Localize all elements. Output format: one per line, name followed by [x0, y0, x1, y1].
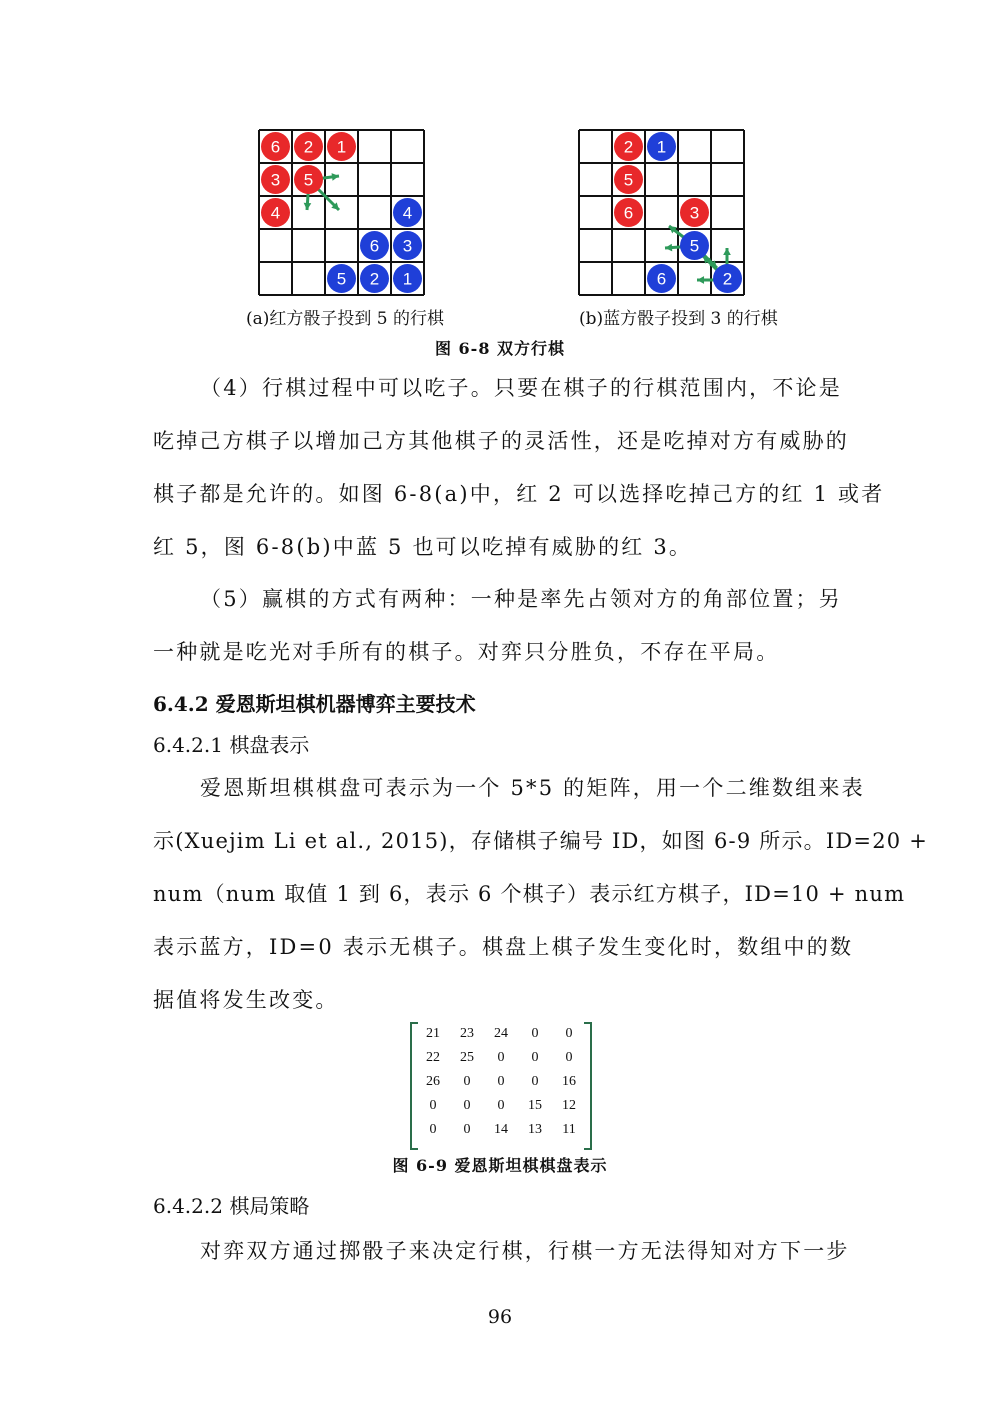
para5-line1: （5）赢棋的方式有两种：一种是率先占领对方的角部位置；另	[200, 587, 842, 611]
matrix-right-bracket	[584, 1022, 592, 1150]
matrix-cell: 12	[562, 1098, 576, 1113]
matrix-cell: 0	[463, 1098, 471, 1113]
figure-6-8-title: 图 6-8 双方行棋	[434, 339, 566, 358]
matrix-row	[416, 1094, 586, 1118]
matrix-cell: 0	[429, 1122, 437, 1137]
svg-text:5: 5	[303, 170, 314, 190]
matrix-cell: 16	[562, 1074, 576, 1089]
svg-text:3: 3	[402, 236, 413, 256]
matrix-cell: 0	[497, 1050, 505, 1065]
svg-text:4: 4	[402, 203, 413, 223]
svg-text:1: 1	[336, 137, 347, 157]
board-a-piece-red-5	[294, 165, 323, 194]
svg-text:4: 4	[270, 203, 281, 223]
matrix-cell: 0	[463, 1122, 471, 1137]
para4-line1: （4）行棋过程中可以吃子。只要在棋子的行棋范围内，不论是	[200, 376, 842, 400]
para-board-line1: 爱恩斯坦棋棋盘可表示为一个 5*5 的矩阵，用一个二维数组来表	[200, 776, 865, 800]
page-number: 96	[487, 1306, 513, 1328]
matrix-row	[416, 1070, 586, 1094]
matrix-cell: 11	[562, 1122, 576, 1137]
board-b-piece-red-2	[614, 132, 643, 161]
board-a-piece-red-3	[261, 165, 290, 194]
matrix-cell: 0	[497, 1098, 505, 1113]
para4-line4: 红 5，图 6-8(b)中蓝 5 也可以吃掉有威胁的红 3。	[153, 535, 693, 559]
matrix-cell: 0	[565, 1050, 573, 1065]
matrix-cell: 0	[531, 1074, 539, 1089]
matrix-cell: 22	[426, 1050, 440, 1065]
para-board-line5: 据值将发生改变。	[153, 988, 339, 1012]
matrix-cell: 0	[531, 1050, 539, 1065]
figure-6-8	[0, 128, 1000, 306]
matrix-left-bracket	[410, 1022, 418, 1150]
matrix-table	[416, 1022, 586, 1142]
matrix-cell: 26	[426, 1074, 440, 1089]
figure-6-9-title: 图 6-9 爱恩斯坦棋棋盘表示	[392, 1156, 608, 1175]
board-a-piece-red-2	[294, 132, 323, 161]
board-a-piece-red-1	[327, 132, 356, 161]
matrix-cell: 0	[531, 1026, 539, 1041]
board-a-piece-blue-2	[360, 264, 389, 293]
section-heading-6-4-2: 6.4.2 爱恩斯坦棋机器博弈主要技术	[153, 692, 476, 716]
svg-text:5: 5	[623, 170, 634, 190]
matrix-cell: 0	[497, 1074, 505, 1089]
para-board-line4: 表示蓝方，ID=0 表示无棋子。棋盘上棋子发生变化时，数组中的数	[153, 935, 854, 959]
para-strategy-line1: 对弈双方通过掷骰子来决定行棋，行棋一方无法得知对方下一步	[200, 1239, 850, 1263]
para-board-line3: num（num 取值 1 到 6，表示 6 个棋子）表示红方棋子，ID=10 + num	[153, 882, 906, 906]
figure-6-9-matrix	[410, 1022, 592, 1146]
matrix-cell: 0	[565, 1026, 573, 1041]
svg-text:6: 6	[623, 203, 634, 223]
matrix-cell: 21	[426, 1026, 440, 1041]
board-a-piece-blue-3	[393, 231, 422, 260]
svg-text:2: 2	[369, 269, 380, 289]
svg-text:6: 6	[270, 137, 281, 157]
board-a-piece-red-4	[261, 198, 290, 227]
svg-text:2: 2	[623, 137, 634, 157]
board-a-piece-blue-6	[360, 231, 389, 260]
matrix-row	[416, 1046, 586, 1070]
svg-text:2: 2	[303, 137, 314, 157]
board-b-piece-blue-5	[680, 231, 709, 260]
board-b-caption: (b)蓝方骰子投到 3 的行棋	[579, 309, 778, 329]
para5-line2: 一种就是吃光对手所有的棋子。对弈只分胜负，不存在平局。	[153, 640, 780, 664]
svg-text:5: 5	[336, 269, 347, 289]
board-a-piece-blue-4	[393, 198, 422, 227]
board-b-piece-red-5	[614, 165, 643, 194]
board-b-diagram	[577, 128, 747, 298]
svg-text:2: 2	[722, 269, 733, 289]
board-b-piece-red-6	[614, 198, 643, 227]
section-heading-6-4-2-2: 6.4.2.2 棋局策略	[153, 1194, 310, 1218]
board-b-piece-red-3	[680, 198, 709, 227]
matrix-cell: 0	[429, 1098, 437, 1113]
svg-text:1: 1	[656, 137, 667, 157]
matrix-cell: 25	[460, 1050, 474, 1065]
board-b-piece-blue-6	[647, 264, 676, 293]
para4-line3: 棋子都是允许的。如图 6-8(a)中，红 2 可以选择吃掉己方的红 1 或者	[153, 482, 885, 506]
svg-text:6: 6	[656, 269, 667, 289]
board-a-diagram	[257, 128, 427, 298]
board-a-piece-red-6	[261, 132, 290, 161]
matrix-cell: 13	[528, 1122, 542, 1137]
section-heading-6-4-2-1: 6.4.2.1 棋盘表示	[153, 733, 310, 757]
matrix-cell: 15	[528, 1098, 542, 1113]
svg-text:6: 6	[369, 236, 380, 256]
board-a-caption: (a)红方骰子投到 5 的行棋	[246, 309, 445, 329]
svg-text:5: 5	[689, 236, 700, 256]
board-b-piece-blue-2	[713, 264, 742, 293]
para4-line2: 吃掉己方棋子以增加己方其他棋子的灵活性，还是吃掉对方有威胁的	[153, 429, 849, 453]
matrix-cell: 23	[460, 1026, 474, 1041]
svg-text:1: 1	[402, 269, 413, 289]
matrix-row	[416, 1022, 586, 1046]
svg-text:3: 3	[270, 170, 281, 190]
board-b-piece-blue-1	[647, 132, 676, 161]
board-a-piece-blue-1	[393, 264, 422, 293]
matrix-row	[416, 1118, 586, 1142]
matrix-cell: 0	[463, 1074, 471, 1089]
matrix-cell: 24	[494, 1026, 508, 1041]
para-board-line2: 示(Xuejim Li et al., 2015)，存储棋子编号 ID，如图 6-9 所示。ID=20 +	[153, 829, 928, 853]
svg-text:3: 3	[689, 203, 700, 223]
matrix-cell: 14	[494, 1122, 508, 1137]
board-a-piece-blue-5	[327, 264, 356, 293]
